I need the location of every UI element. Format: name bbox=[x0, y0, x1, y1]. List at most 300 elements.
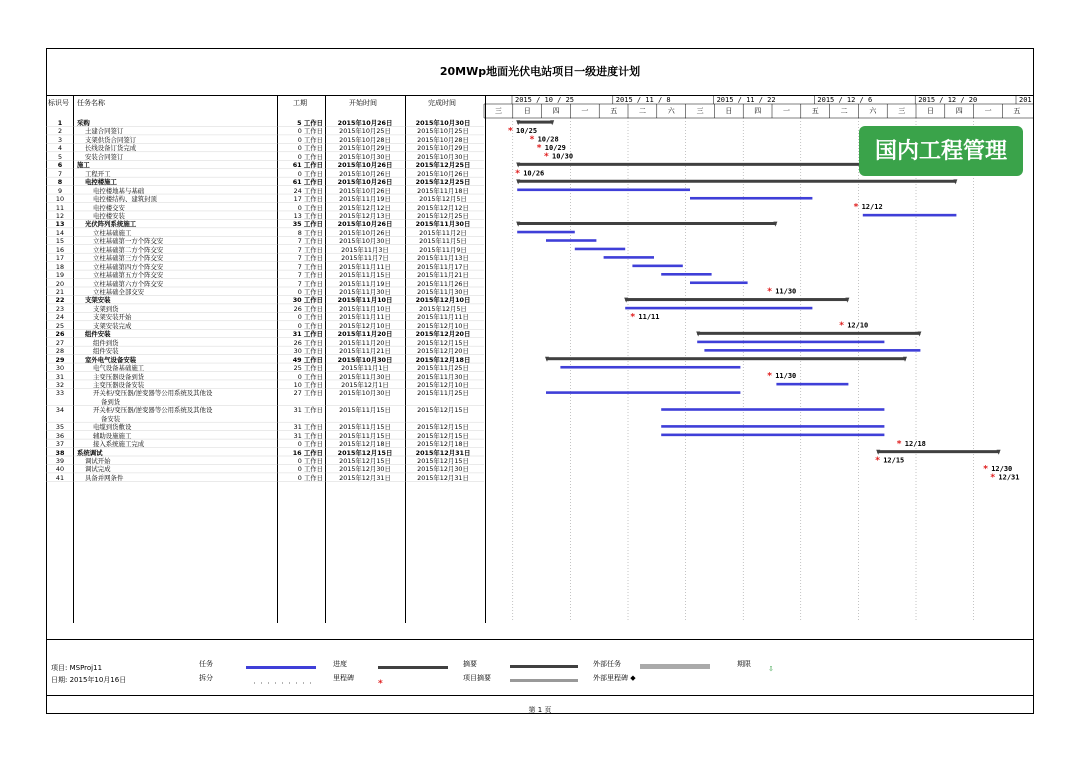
row-finish: 2015年11月25日 bbox=[417, 364, 469, 373]
row-duration: 35 工作日 bbox=[292, 220, 323, 229]
row-finish: 2015年10月29日 bbox=[417, 144, 469, 153]
week-label: 201 bbox=[1019, 96, 1032, 104]
row-id: 1 bbox=[57, 119, 63, 127]
row-start: 2015年10月26日 bbox=[337, 119, 393, 127]
row-name-line: 备安装 bbox=[101, 414, 121, 423]
row-duration: 0 工作日 bbox=[297, 144, 323, 153]
row-duration: 5 工作日 bbox=[297, 119, 323, 127]
row-finish: 2015年11月30日 bbox=[415, 220, 471, 229]
row-finish: 2015年11月21日 bbox=[417, 271, 469, 280]
row-finish: 2015年11月25日 bbox=[417, 389, 469, 398]
row-id: 22 bbox=[55, 296, 65, 305]
col-header-duration: 工期 bbox=[293, 99, 307, 107]
milestone-marker: * bbox=[767, 287, 772, 298]
row-name: 组件到货 bbox=[93, 338, 119, 347]
day-label: 五 bbox=[610, 107, 618, 115]
row-start: 2015年10月30日 bbox=[337, 355, 393, 364]
row-duration: 7 工作日 bbox=[297, 245, 323, 254]
task-bar bbox=[690, 197, 812, 200]
row-name: 支架到货 bbox=[93, 304, 119, 313]
row-name: 立柱基础第三方个阵交安 bbox=[93, 254, 164, 263]
row-id: 2 bbox=[57, 127, 63, 136]
row-id: 3 bbox=[57, 135, 63, 144]
row-name: 组件安装 bbox=[85, 330, 111, 339]
row-name: 支架安装开始 bbox=[93, 313, 132, 322]
day-label: 三 bbox=[898, 107, 906, 115]
row-id: 19 bbox=[55, 271, 65, 280]
row-id: 33 bbox=[55, 389, 65, 398]
row-duration: 0 工作日 bbox=[297, 135, 323, 144]
row-duration: 24 工作日 bbox=[293, 186, 323, 195]
row-id: 15 bbox=[55, 237, 65, 246]
row-finish: 2015年12月31日 bbox=[417, 473, 469, 482]
row-name: 立柱基础第二方个阵交安 bbox=[93, 245, 164, 254]
row-name: 工程开工 bbox=[85, 169, 111, 178]
legend-external-tasks: 外部任务 bbox=[593, 660, 621, 668]
row-start: 2015年11月30日 bbox=[339, 372, 391, 381]
milestone-label: 11/11 bbox=[638, 313, 660, 322]
row-id: 23 bbox=[55, 304, 65, 313]
row-finish: 2015年11月26日 bbox=[417, 279, 469, 288]
day-label: 一 bbox=[984, 107, 992, 115]
row-finish: 2015年12月10日 bbox=[417, 321, 469, 330]
summary-bar bbox=[625, 298, 848, 301]
row-name: 光伏阵列系统施工 bbox=[85, 220, 137, 229]
task-bar bbox=[661, 425, 884, 428]
row-finish: 2015年11月2日 bbox=[419, 228, 467, 237]
legend-external-task-swatch bbox=[640, 664, 710, 669]
row-finish: 2015年11月30日 bbox=[417, 372, 469, 381]
legend-external-milestone: 外部里程碑 ◆ bbox=[593, 674, 636, 682]
row-finish: 2015年10月28日 bbox=[417, 135, 469, 144]
row-finish: 2015年12月18日 bbox=[417, 440, 469, 449]
row-finish: 2015年11月17日 bbox=[417, 262, 469, 271]
row-start: 2015年12月12日 bbox=[339, 203, 391, 212]
milestone-marker: * bbox=[630, 312, 636, 323]
task-bar bbox=[546, 391, 740, 394]
row-id: 41 bbox=[55, 473, 65, 482]
legend-task-swatch bbox=[246, 666, 316, 669]
row-start: 2015年10月28日 bbox=[339, 135, 391, 144]
row-id: 10 bbox=[55, 195, 65, 204]
row-duration: 30 工作日 bbox=[293, 347, 323, 356]
milestone-marker: * bbox=[875, 456, 880, 467]
row-finish: 2015年10月30日 bbox=[415, 119, 471, 127]
row-start: 2015年11月15日 bbox=[339, 423, 391, 432]
task-bar bbox=[776, 383, 848, 386]
row-duration: 0 工作日 bbox=[297, 288, 323, 296]
row-duration: 0 工作日 bbox=[297, 169, 323, 178]
milestone-label: 12/31 bbox=[998, 473, 1020, 482]
week-label: 2015 / 12 / 6 bbox=[817, 96, 873, 104]
task-bar bbox=[697, 341, 884, 344]
row-finish: 2015年10月25日 bbox=[417, 127, 469, 136]
milestone-marker: * bbox=[983, 464, 988, 475]
row-start: 2015年12月15日 bbox=[337, 448, 393, 457]
summary-bar bbox=[877, 450, 999, 453]
week-label: 2015 / 12 / 20 bbox=[918, 96, 978, 104]
legend-project: 项目: MSProj11 bbox=[51, 664, 103, 672]
row-id: 28 bbox=[55, 347, 65, 356]
row-finish: 2015年12月25日 bbox=[415, 161, 471, 170]
row-id: 9 bbox=[57, 186, 63, 195]
milestone-marker: * bbox=[853, 202, 859, 213]
row-duration: 0 工作日 bbox=[297, 321, 323, 330]
row-finish: 2015年12月25日 bbox=[415, 178, 471, 187]
row-duration: 13 工作日 bbox=[293, 211, 323, 220]
task-bar bbox=[625, 307, 812, 310]
row-finish: 2015年12月15日 bbox=[417, 431, 469, 440]
row-duration: 17 工作日 bbox=[293, 195, 323, 204]
col-header-name: 任务名称 bbox=[77, 99, 105, 107]
row-name: 电控楼结构、建筑封顶 bbox=[93, 195, 157, 204]
row-name: 接入系统施工完成 bbox=[93, 440, 145, 449]
col-header-id: 标识号 bbox=[48, 99, 69, 107]
row-finish: 2015年12月15日 bbox=[417, 406, 469, 415]
row-start: 2015年11月10日 bbox=[339, 304, 391, 313]
row-finish: 2015年12月18日 bbox=[415, 355, 471, 364]
row-start: 2015年11月3日 bbox=[341, 245, 389, 254]
row-finish: 2015年12月20日 bbox=[417, 347, 469, 356]
row-duration: 0 工作日 bbox=[297, 465, 323, 474]
week-label: 2015 / 10 / 25 bbox=[515, 96, 575, 104]
task-bar bbox=[604, 256, 654, 259]
day-label: 日 bbox=[523, 107, 531, 115]
row-duration: 0 工作日 bbox=[297, 127, 323, 136]
row-finish: 2015年10月26日 bbox=[417, 169, 469, 178]
row-start: 2015年12月13日 bbox=[339, 211, 391, 220]
row-id: 26 bbox=[55, 330, 65, 339]
row-start: 2015年11月20日 bbox=[337, 330, 393, 339]
legend-date: 日期: 2015年10月16日 bbox=[51, 676, 127, 684]
summary-bar bbox=[546, 357, 906, 360]
row-id: 35 bbox=[55, 423, 65, 432]
milestone-label: 12/15 bbox=[883, 456, 905, 465]
row-name: 电控楼施工 bbox=[85, 178, 117, 187]
row-id: 31 bbox=[55, 372, 65, 381]
row-finish: 2015年12月15日 bbox=[417, 457, 469, 465]
row-finish: 2015年11月18日 bbox=[417, 186, 469, 195]
row-name: 长线设备订货完成 bbox=[85, 144, 137, 153]
milestone-marker: * bbox=[536, 143, 542, 154]
row-start: 2015年10月26日 bbox=[339, 228, 391, 237]
row-name: 支架安装完成 bbox=[93, 321, 132, 330]
row-name-line: 备到货 bbox=[101, 397, 121, 406]
row-duration: 27 工作日 bbox=[293, 389, 323, 398]
legend-milestone: 里程碑 bbox=[333, 674, 354, 682]
row-start: 2015年11月15日 bbox=[339, 271, 391, 280]
row-start: 2015年11月15日 bbox=[339, 406, 391, 415]
row-name: 立柱基础第五方个阵交安 bbox=[93, 271, 164, 280]
milestone-label: 11/30 bbox=[775, 287, 797, 296]
legend-progress-swatch bbox=[378, 666, 448, 669]
row-id: 21 bbox=[55, 288, 65, 296]
milestone-label: 12/18 bbox=[904, 439, 926, 448]
task-bar bbox=[690, 281, 748, 284]
legend-project-summary: 项目摘要 bbox=[463, 674, 491, 682]
row-name: 立柱基础第一方个阵交安 bbox=[93, 237, 164, 246]
task-bar bbox=[560, 366, 740, 369]
row-duration: 10 工作日 bbox=[293, 380, 323, 389]
row-duration: 0 工作日 bbox=[297, 203, 323, 212]
row-finish: 2015年12月5日 bbox=[419, 304, 467, 313]
milestone-label: 10/28 bbox=[537, 135, 559, 144]
row-finish: 2015年11月11日 bbox=[417, 313, 469, 322]
row-id: 30 bbox=[55, 364, 65, 373]
row-id: 24 bbox=[55, 313, 65, 322]
row-start: 2015年11月19日 bbox=[339, 195, 391, 204]
page-number: 第 1 页 bbox=[528, 706, 552, 714]
milestone-label: 10/25 bbox=[516, 127, 538, 136]
milestone-label: 12/30 bbox=[991, 465, 1013, 474]
row-duration: 0 工作日 bbox=[297, 457, 323, 465]
legend-task: 任务 bbox=[199, 660, 213, 668]
row-duration: 0 工作日 bbox=[297, 372, 323, 381]
row-name: 系统调试 bbox=[77, 448, 103, 457]
milestone-label: 10/26 bbox=[523, 169, 545, 178]
day-label: 一 bbox=[783, 107, 790, 115]
row-duration: 26 工作日 bbox=[293, 338, 323, 347]
row-finish: 2015年11月9日 bbox=[419, 245, 467, 254]
row-name: 支架安装 bbox=[85, 296, 111, 305]
row-finish: 2015年12月15日 bbox=[417, 338, 469, 347]
row-id: 8 bbox=[57, 178, 63, 187]
summary-bar bbox=[517, 222, 776, 225]
row-duration: 31 工作日 bbox=[293, 406, 323, 415]
row-start: 2015年12月31日 bbox=[339, 473, 391, 482]
row-duration: 0 工作日 bbox=[297, 152, 323, 161]
day-label: 日 bbox=[725, 107, 733, 115]
row-start: 2015年10月26日 bbox=[339, 186, 391, 195]
row-duration: 61 工作日 bbox=[292, 178, 323, 187]
milestone-label: 12/10 bbox=[847, 321, 869, 330]
row-name: 具备并网条件 bbox=[85, 473, 124, 482]
row-duration: 7 工作日 bbox=[297, 262, 323, 271]
row-id: 37 bbox=[55, 440, 65, 449]
milestone-label: 11/30 bbox=[775, 372, 797, 381]
row-start: 2015年11月21日 bbox=[339, 347, 391, 356]
row-finish: 2015年12月20日 bbox=[415, 330, 471, 339]
row-start: 2015年12月18日 bbox=[339, 440, 391, 449]
row-id: 20 bbox=[55, 279, 65, 288]
row-name: 电控楼安装 bbox=[93, 211, 125, 220]
legend-deadline: 期限 bbox=[737, 660, 751, 668]
summary-bar bbox=[697, 332, 920, 335]
milestone-marker: * bbox=[515, 168, 520, 179]
day-label: 三 bbox=[495, 107, 502, 115]
day-label: 四 bbox=[552, 107, 560, 115]
row-id: 5 bbox=[57, 152, 63, 161]
row-finish: 2015年11月30日 bbox=[417, 288, 469, 296]
row-id: 39 bbox=[55, 457, 65, 465]
col-header-start: 开始时间 bbox=[349, 99, 377, 107]
row-id: 4 bbox=[57, 144, 63, 153]
day-label: 五 bbox=[811, 107, 819, 115]
row-name: 立柱基础全部交安 bbox=[93, 288, 145, 296]
row-id: 25 bbox=[55, 321, 65, 330]
milestone-marker: * bbox=[508, 126, 513, 137]
row-id: 14 bbox=[55, 228, 65, 237]
row-start: 2015年10月30日 bbox=[339, 152, 391, 161]
legend-deadline-swatch: ⇩ bbox=[768, 665, 774, 673]
row-name-line: 开关柜/变压器/逆变器等公用系统及其他设 bbox=[93, 406, 213, 415]
week-label: 2015 / 11 / 8 bbox=[615, 96, 671, 104]
row-duration: 0 工作日 bbox=[297, 313, 323, 322]
legend-split: 拆分 bbox=[199, 674, 213, 682]
col-header-finish: 完成时间 bbox=[428, 99, 456, 107]
row-id: 36 bbox=[55, 431, 65, 440]
row-start: 2015年11月30日 bbox=[339, 288, 391, 296]
row-start: 2015年11月1日 bbox=[341, 364, 389, 373]
row-duration: 7 工作日 bbox=[297, 237, 323, 246]
row-id: 34 bbox=[55, 406, 65, 415]
day-label: 日 bbox=[927, 107, 934, 115]
row-id: 17 bbox=[55, 254, 65, 263]
row-id: 38 bbox=[55, 448, 65, 457]
row-finish: 2015年12月10日 bbox=[417, 380, 469, 389]
row-start: 2015年11月10日 bbox=[337, 296, 393, 305]
row-start: 2015年12月10日 bbox=[339, 321, 391, 330]
day-label: 二 bbox=[639, 107, 646, 115]
milestone-marker: * bbox=[839, 321, 844, 331]
row-id: 6 bbox=[57, 161, 63, 170]
row-start: 2015年10月26日 bbox=[337, 161, 393, 170]
legend-project-summary-swatch bbox=[510, 679, 578, 682]
day-label: 一 bbox=[581, 107, 589, 115]
chart-title: 20MWp地面光伏电站项目一级进度计划 bbox=[439, 65, 641, 78]
row-duration: 31 工作日 bbox=[293, 431, 323, 440]
row-finish: 2015年12月25日 bbox=[417, 211, 469, 220]
row-duration: 7 工作日 bbox=[297, 271, 323, 280]
row-start: 2015年10月26日 bbox=[337, 220, 393, 229]
summary-bar bbox=[517, 121, 553, 124]
task-bar bbox=[517, 231, 575, 234]
row-finish: 2015年12月31日 bbox=[415, 448, 471, 457]
legend-summary-swatch bbox=[510, 665, 578, 668]
week-label: 2015 / 11 / 22 bbox=[716, 96, 776, 104]
row-start: 2015年11月11日 bbox=[339, 313, 391, 322]
row-start: 2015年12月15日 bbox=[339, 457, 391, 465]
row-name: 调试开始 bbox=[85, 457, 111, 465]
row-id: 11 bbox=[55, 203, 65, 212]
day-label: 六 bbox=[869, 107, 877, 115]
row-duration: 16 工作日 bbox=[292, 448, 323, 457]
row-start: 2015年11月7日 bbox=[341, 254, 389, 263]
row-name: 立柱基础第四方个阵交安 bbox=[93, 262, 164, 271]
summary-bar bbox=[517, 180, 956, 183]
task-bar bbox=[661, 434, 884, 437]
row-name: 土建合同签订 bbox=[85, 127, 124, 136]
milestone-marker: * bbox=[896, 439, 902, 450]
row-finish: 2015年12月30日 bbox=[417, 465, 469, 474]
task-bar bbox=[517, 189, 690, 192]
row-name: 辅助设施施工 bbox=[93, 431, 132, 440]
row-name: 室外电气设备安装 bbox=[85, 355, 137, 364]
row-start: 2015年12月1日 bbox=[341, 380, 389, 389]
row-name: 施工 bbox=[77, 161, 90, 170]
row-start: 2015年12月30日 bbox=[339, 465, 391, 474]
row-start: 2015年10月26日 bbox=[337, 178, 393, 187]
task-bar bbox=[863, 214, 957, 217]
day-label: 六 bbox=[667, 107, 675, 115]
row-duration: 31 工作日 bbox=[292, 330, 323, 339]
milestone-marker: * bbox=[544, 152, 549, 162]
row-name: 电缆到货敷设 bbox=[93, 423, 132, 432]
row-name: 立柱基础施工 bbox=[93, 228, 132, 237]
milestone-label: 10/29 bbox=[544, 144, 566, 153]
row-id: 18 bbox=[55, 262, 65, 271]
row-start: 2015年10月29日 bbox=[339, 144, 391, 153]
row-duration: 25 工作日 bbox=[293, 364, 323, 373]
day-label: 四 bbox=[955, 107, 963, 115]
row-name: 调试完成 bbox=[85, 465, 111, 474]
row-name: 电控楼地基与基础 bbox=[93, 186, 145, 195]
legend-summary: 摘要 bbox=[463, 660, 477, 668]
row-start: 2015年11月20日 bbox=[339, 338, 391, 347]
milestone-marker: * bbox=[529, 135, 535, 146]
row-start: 2015年10月30日 bbox=[339, 237, 391, 246]
row-finish: 2015年10月30日 bbox=[417, 152, 469, 161]
row-finish: 2015年12月5日 bbox=[419, 195, 467, 204]
milestone-marker: * bbox=[767, 371, 772, 382]
row-duration: 61 工作日 bbox=[292, 161, 323, 170]
row-name: 组件安装 bbox=[93, 347, 119, 356]
task-bar bbox=[575, 248, 625, 251]
row-duration: 49 工作日 bbox=[292, 355, 323, 364]
day-label: 五 bbox=[1013, 107, 1021, 115]
row-duration: 30 工作日 bbox=[292, 296, 323, 305]
day-label: 三 bbox=[696, 107, 704, 115]
row-id: 16 bbox=[55, 245, 65, 254]
row-start: 2015年11月11日 bbox=[339, 262, 391, 271]
row-finish: 2015年12月12日 bbox=[417, 203, 469, 212]
row-start: 2015年10月26日 bbox=[339, 169, 391, 178]
row-id: 40 bbox=[55, 465, 65, 474]
row-duration: 0 工作日 bbox=[297, 440, 323, 449]
row-id: 12 bbox=[55, 211, 65, 220]
row-name: 主变压器设备安装 bbox=[93, 380, 145, 389]
watermark-badge: 国内工程管理 bbox=[859, 126, 1023, 176]
row-start: 2015年10月25日 bbox=[339, 127, 391, 136]
row-start: 2015年10月30日 bbox=[339, 389, 391, 398]
row-duration: 8 工作日 bbox=[297, 228, 323, 237]
row-id: 13 bbox=[55, 220, 65, 229]
row-name: 主变压器设备到货 bbox=[93, 372, 145, 381]
day-label: 四 bbox=[754, 107, 762, 115]
task-bar bbox=[546, 239, 596, 242]
row-start: 2015年11月15日 bbox=[339, 431, 391, 440]
milestone-label: 12/12 bbox=[861, 203, 883, 212]
legend-progress: 进度 bbox=[333, 660, 347, 668]
row-name: 采购 bbox=[77, 119, 90, 127]
legend-milestone-swatch: * bbox=[378, 679, 383, 689]
row-duration: 0 工作日 bbox=[297, 473, 323, 482]
task-bar bbox=[661, 273, 711, 276]
row-name: 电控楼交安 bbox=[93, 203, 125, 212]
row-duration: 26 工作日 bbox=[293, 304, 323, 313]
milestone-marker: * bbox=[990, 473, 996, 484]
row-name: 立柱基础第六方个阵交安 bbox=[93, 279, 164, 288]
row-name: 安装合同签订 bbox=[85, 152, 124, 161]
row-name: 支架供货合同签订 bbox=[85, 135, 137, 144]
task-bar bbox=[632, 265, 682, 268]
row-finish: 2015年11月5日 bbox=[419, 237, 467, 246]
row-finish: 2015年11月13日 bbox=[417, 254, 469, 263]
row-duration: 31 工作日 bbox=[293, 423, 323, 432]
row-start: 2015年11月19日 bbox=[339, 279, 391, 288]
row-duration: 7 工作日 bbox=[297, 279, 323, 288]
row-name-line: 开关柜/变压器/逆变器等公用系统及其他设 bbox=[93, 389, 213, 398]
